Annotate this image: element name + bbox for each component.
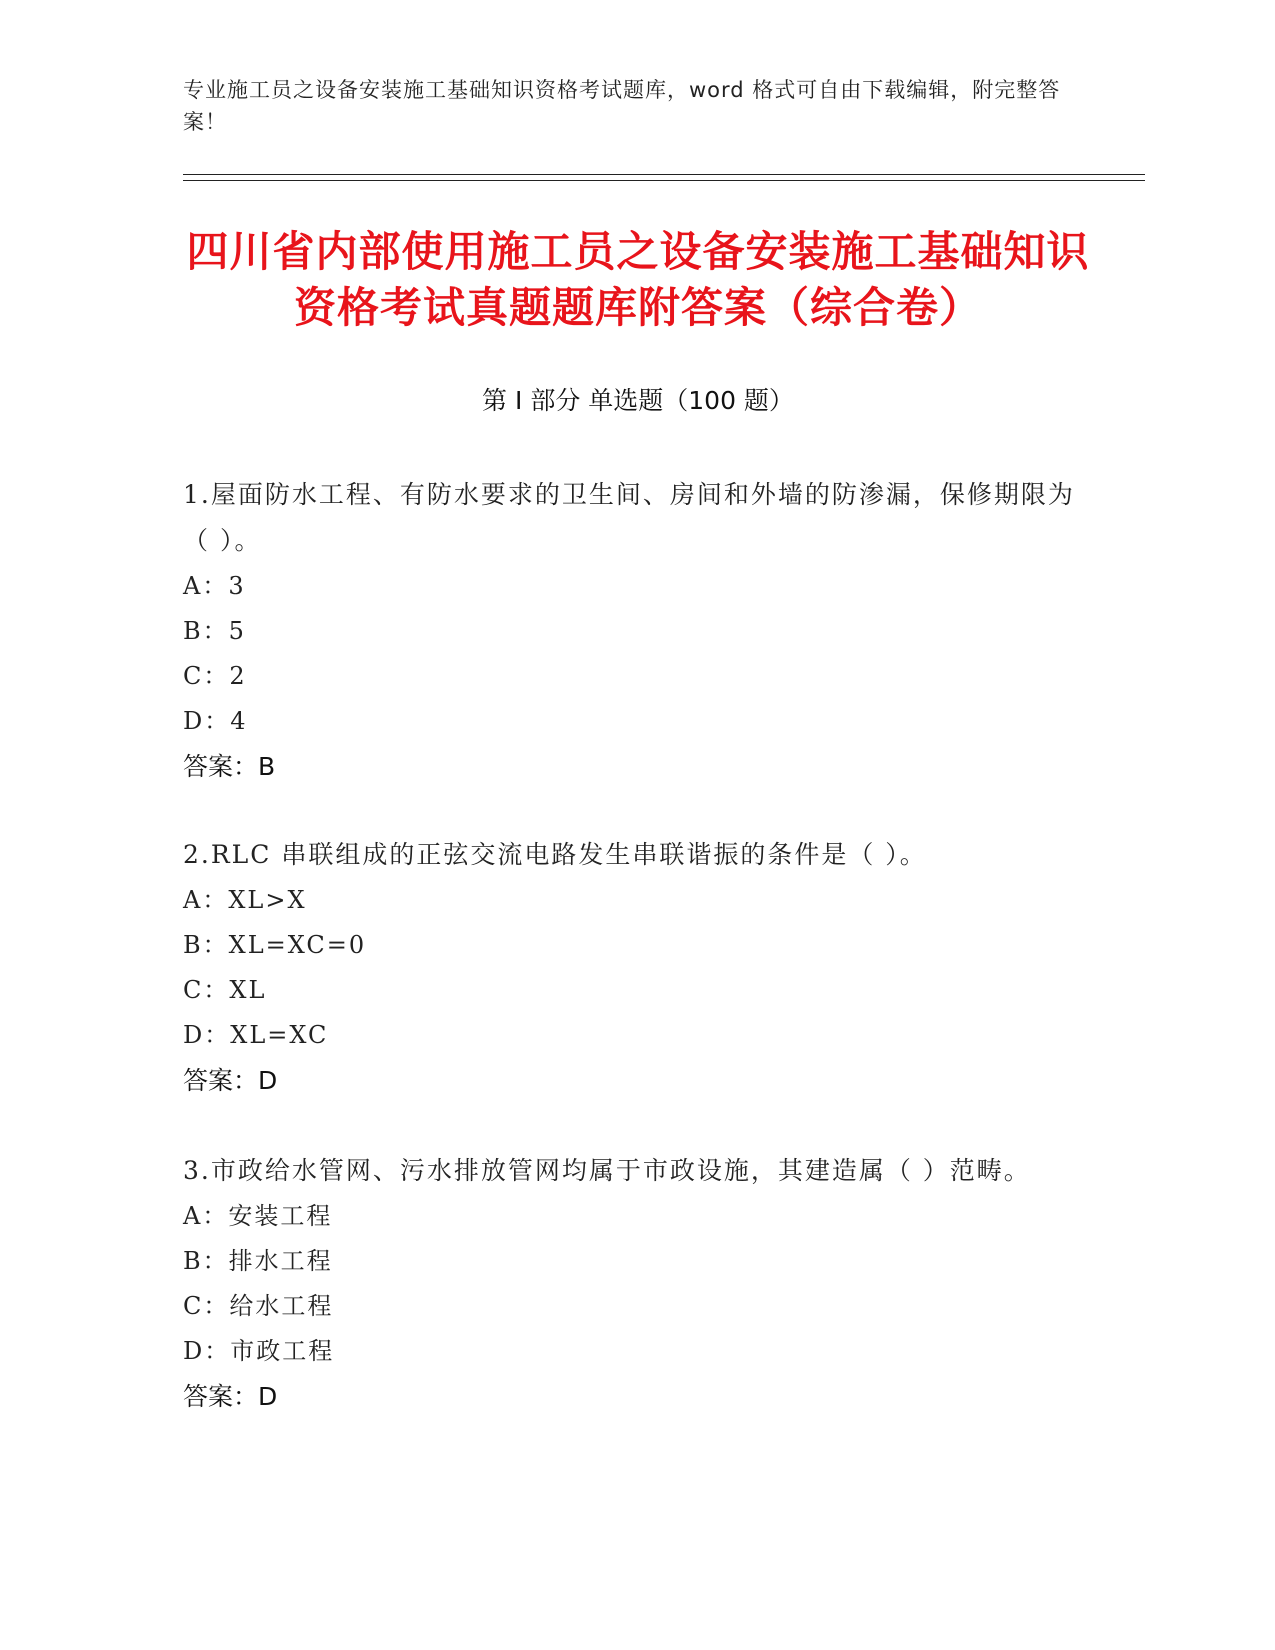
header-note: 专业施工员之设备安装施工基础知识资格考试题库，word 格式可自由下载编辑，附完整答案！ — [183, 78, 1061, 134]
answer: 答案：B — [183, 752, 276, 781]
question-1 — [183, 472, 1083, 790]
option-a: A：安装工程 — [183, 1202, 333, 1230]
section-title: 第 I 部分 单选题（100 题） — [482, 386, 794, 415]
question-stem: 2.RLC 串联组成的正弦交流电路发生串联谐振的条件是（ ）。 — [183, 840, 927, 869]
option-b: B：排水工程 — [183, 1247, 333, 1275]
option-b: B：XL=XC=0 — [183, 931, 367, 959]
option-a: A：3 — [183, 572, 246, 600]
header-rule-bottom — [183, 180, 1145, 181]
question-stem: 3.市政给水管网、污水排放管网均属于市政设施，其建造属（ ）范畴。 — [183, 1156, 1031, 1185]
question-2 — [183, 832, 1083, 1104]
option-b: B：5 — [183, 617, 246, 645]
option-c: C：给水工程 — [183, 1292, 334, 1320]
option-a: A：XL>X — [183, 886, 307, 914]
answer: 答案：D — [183, 1382, 278, 1411]
question-stem: 1.屋面防水工程、有防水要求的卫生间、房间和外墙的防渗漏，保修期限为（ ）。 — [183, 480, 1075, 555]
option-d: D：XL=XC — [183, 1021, 329, 1049]
option-c: C：XL — [183, 976, 267, 1004]
option-d: D：4 — [183, 707, 248, 735]
option-c: C：2 — [183, 662, 247, 690]
question-3 — [183, 1148, 1083, 1420]
answer: 答案：D — [183, 1066, 278, 1095]
option-d: D：市政工程 — [183, 1337, 335, 1365]
document-title: 四川省内部使用施工员之设备安装施工基础知识资格考试真题题库附答案（综合卷） — [186, 227, 1090, 332]
header-rule-top — [183, 174, 1145, 175]
